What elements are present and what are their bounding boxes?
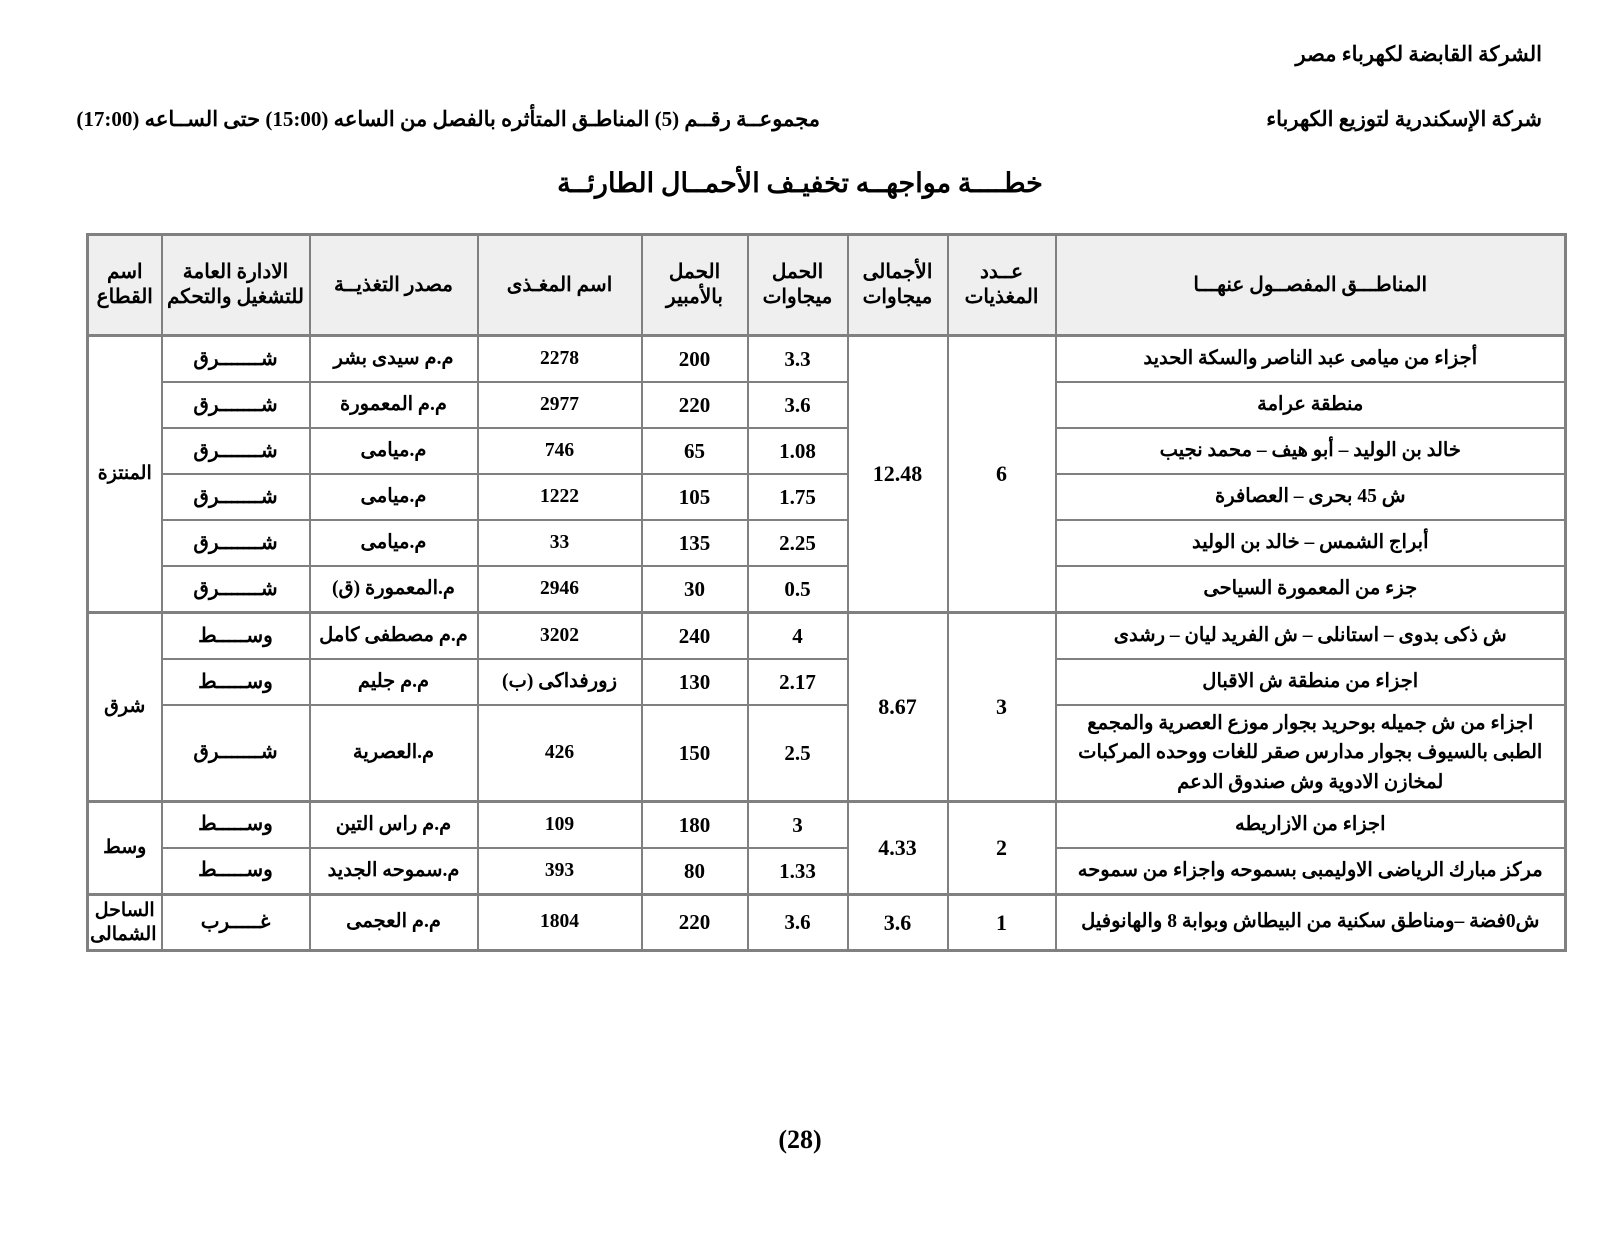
cell-areas: جزء من المعمورة السياحى bbox=[1056, 566, 1566, 613]
cell-load-amp: 80 bbox=[642, 848, 748, 895]
group-schedule-caption: مجموعــة رقــم (5) المناطـق المتأثره بالفصل من الساعه (15:00) حتى الســاعه (17:00) bbox=[76, 107, 820, 131]
cell-admin: شـــــــرق bbox=[162, 520, 310, 566]
cell-admin: شـــــــرق bbox=[162, 705, 310, 801]
column-header-total-mw-line2: ميجاوات bbox=[862, 286, 933, 308]
cell-feeder-name: 1222 bbox=[478, 474, 642, 520]
cell-feeder-name: 33 bbox=[478, 520, 642, 566]
cell-admin: غـــــرب bbox=[162, 894, 310, 951]
cell-feed-source: م.م جليم bbox=[310, 659, 478, 705]
column-header-feeder-count-line1: عــدد bbox=[979, 261, 1024, 283]
column-header-load-amp-line1: الحمل bbox=[668, 261, 721, 283]
cell-sector: وسط bbox=[88, 801, 162, 894]
cell-areas: خالد بن الوليد – أبو هيف – محمد نجيب bbox=[1056, 428, 1566, 474]
column-header-total-mw-line1: الأجمالى bbox=[862, 261, 933, 283]
cell-load-mw: 3 bbox=[748, 801, 848, 848]
cell-feeder-count: 6 bbox=[948, 336, 1056, 613]
cell-areas: أجزاء من ميامى عبد الناصر والسكة الحديد bbox=[1056, 336, 1566, 383]
table-row bbox=[88, 613, 1566, 660]
cell-sector: شرق bbox=[88, 613, 162, 802]
cell-total-mw: 3.6 bbox=[848, 894, 948, 951]
cell-load-mw: 3.6 bbox=[748, 382, 848, 428]
cell-areas: اجزاء من الازاريطه bbox=[1056, 801, 1566, 848]
column-header-load-mw bbox=[748, 235, 848, 336]
table-row bbox=[88, 705, 1566, 801]
table-row bbox=[88, 848, 1566, 895]
cell-feeder-name: 426 bbox=[478, 705, 642, 801]
cell-load-mw: 4 bbox=[748, 613, 848, 660]
table-row bbox=[88, 894, 1566, 951]
cell-feeder-count: 2 bbox=[948, 801, 1056, 894]
column-header-feed-source: مصدر التغذيــة bbox=[310, 235, 478, 336]
table-row bbox=[88, 336, 1566, 383]
cell-load-amp: 150 bbox=[642, 705, 748, 801]
table-header-row bbox=[88, 235, 1566, 336]
cell-feed-source: م.المعمورة (ق) bbox=[310, 566, 478, 613]
cell-areas: مركز مبارك الرياضى الاوليمبى بسموحه واجزاء من سموحه bbox=[1056, 848, 1566, 895]
cell-admin: شـــــــرق bbox=[162, 336, 310, 383]
page-number: (28) bbox=[778, 1125, 822, 1154]
cell-feeder-name: 393 bbox=[478, 848, 642, 895]
cell-sector: المنتزة bbox=[88, 336, 162, 613]
cell-load-amp: 240 bbox=[642, 613, 748, 660]
column-header-feeder-count-line2: المغذيات bbox=[964, 286, 1039, 308]
cell-areas: اجزاء من ش جميله بوحريد بجوار موزع العصرية والمجمع الطبى بالسيوف بجوار مدارس صقر للغات ووحده المركبات لمخازن الادوية وش صندوق الدعم bbox=[1056, 705, 1566, 801]
column-header-admin bbox=[162, 235, 310, 336]
table-body bbox=[88, 336, 1566, 951]
cell-feeder-name: 746 bbox=[478, 428, 642, 474]
cell-areas: ش0فضة –ومناطق سكنية من البيطاش وبوابة 8 والهانوفيل bbox=[1056, 894, 1566, 951]
table-row bbox=[88, 428, 1566, 474]
cell-load-mw: 2.17 bbox=[748, 659, 848, 705]
cell-total-mw: 4.33 bbox=[848, 801, 948, 894]
cell-feeder-name: 1804 bbox=[478, 894, 642, 951]
cell-feed-source: م.م المعمورة bbox=[310, 382, 478, 428]
cell-admin: وســـــط bbox=[162, 659, 310, 705]
cell-areas: أبراج الشمس – خالد بن الوليد bbox=[1056, 520, 1566, 566]
cell-feed-source: م.م سيدى بشر bbox=[310, 336, 478, 383]
column-header-load-mw-line2: ميجاوات bbox=[762, 286, 833, 308]
cell-feed-source: م.ميامى bbox=[310, 520, 478, 566]
cell-load-mw: 1.33 bbox=[748, 848, 848, 895]
cell-feed-source: م.م راس التين bbox=[310, 801, 478, 848]
cell-load-mw: 2.25 bbox=[748, 520, 848, 566]
cell-admin: شـــــــرق bbox=[162, 382, 310, 428]
alexandria-company-name: شركة الإسكندرية لتوزيع الكهرباء bbox=[1266, 107, 1542, 131]
cell-load-mw: 2.5 bbox=[748, 705, 848, 801]
cell-load-mw: 0.5 bbox=[748, 566, 848, 613]
cell-admin: شـــــــرق bbox=[162, 474, 310, 520]
cell-areas: اجزاء من منطقة ش الاقبال bbox=[1056, 659, 1566, 705]
cell-feed-source: م.ميامى bbox=[310, 428, 478, 474]
cell-load-mw: 1.75 bbox=[748, 474, 848, 520]
cell-load-mw: 3.6 bbox=[748, 894, 848, 951]
cell-feed-source: م.سموحه الجديد bbox=[310, 848, 478, 895]
column-header-load-amp bbox=[642, 235, 748, 336]
column-header-admin-line1: الادارة العامة bbox=[182, 261, 289, 283]
cell-load-amp: 30 bbox=[642, 566, 748, 613]
cell-load-amp: 220 bbox=[642, 894, 748, 951]
cell-sector: الساحل الشمالى bbox=[88, 894, 162, 951]
table-row bbox=[88, 520, 1566, 566]
cell-feeder-count: 3 bbox=[948, 613, 1056, 802]
cell-areas: ش ذكى بدوى – استانلى – ش الفريد ليان – رشدى bbox=[1056, 613, 1566, 660]
cell-load-mw: 3.3 bbox=[748, 336, 848, 383]
cell-total-mw: 12.48 bbox=[848, 336, 948, 613]
cell-load-amp: 105 bbox=[642, 474, 748, 520]
cell-areas: ش 45 بحرى – العصافرة bbox=[1056, 474, 1566, 520]
cell-load-amp: 200 bbox=[642, 336, 748, 383]
column-header-admin-line2: للتشغيل والتحكم bbox=[166, 286, 305, 308]
cell-total-mw: 8.67 bbox=[848, 613, 948, 802]
cell-areas: منطقة عرامة bbox=[1056, 382, 1566, 428]
table-row bbox=[88, 382, 1566, 428]
cell-feeder-name: 3202 bbox=[478, 613, 642, 660]
cell-feeder-name: 2977 bbox=[478, 382, 642, 428]
cell-load-amp: 130 bbox=[642, 659, 748, 705]
cell-feeder-name: 2278 bbox=[478, 336, 642, 383]
cell-feeder-count: 1 bbox=[948, 894, 1056, 951]
cell-feeder-name: 109 bbox=[478, 801, 642, 848]
cell-load-amp: 135 bbox=[642, 520, 748, 566]
cell-admin: وســـــط bbox=[162, 848, 310, 895]
cell-feeder-name: زورفداكى (ب) bbox=[478, 659, 642, 705]
table-row bbox=[88, 566, 1566, 613]
holding-company-name: الشركة القابضة لكهرباء مصر bbox=[1295, 42, 1542, 66]
table-row bbox=[88, 474, 1566, 520]
page-title: خطــــة مواجهــه تخفيـف الأحمــال الطارئــة bbox=[557, 168, 1043, 198]
cell-feed-source: م.ميامى bbox=[310, 474, 478, 520]
table-row bbox=[88, 801, 1566, 848]
column-header-feeder-count bbox=[948, 235, 1056, 336]
cell-feeder-name: 2946 bbox=[478, 566, 642, 613]
cell-load-amp: 220 bbox=[642, 382, 748, 428]
cell-load-amp: 180 bbox=[642, 801, 748, 848]
column-header-load-mw-line1: الحمل bbox=[771, 261, 824, 283]
cell-load-amp: 65 bbox=[642, 428, 748, 474]
column-header-load-amp-line2: بالأمبير bbox=[666, 286, 723, 308]
load-shedding-table bbox=[86, 233, 1567, 952]
cell-feed-source: م.م العجمى bbox=[310, 894, 478, 951]
load-shedding-table-wrapper bbox=[89, 233, 1567, 952]
cell-feed-source: م.م مصطفى كامل bbox=[310, 613, 478, 660]
column-header-areas: المناطـــق المفصــول عنهـــا bbox=[1056, 235, 1566, 336]
cell-admin: شـــــــرق bbox=[162, 566, 310, 613]
column-header-sector: اسم القطاع bbox=[88, 235, 162, 336]
cell-load-mw: 1.08 bbox=[748, 428, 848, 474]
column-header-feeder-name: اسم المغـذى bbox=[478, 235, 642, 336]
column-header-total-mw bbox=[848, 235, 948, 336]
cell-admin: وســـــط bbox=[162, 613, 310, 660]
cell-admin: شـــــــرق bbox=[162, 428, 310, 474]
table-row bbox=[88, 659, 1566, 705]
cell-admin: وســـــط bbox=[162, 801, 310, 848]
cell-feed-source: م.العصرية bbox=[310, 705, 478, 801]
